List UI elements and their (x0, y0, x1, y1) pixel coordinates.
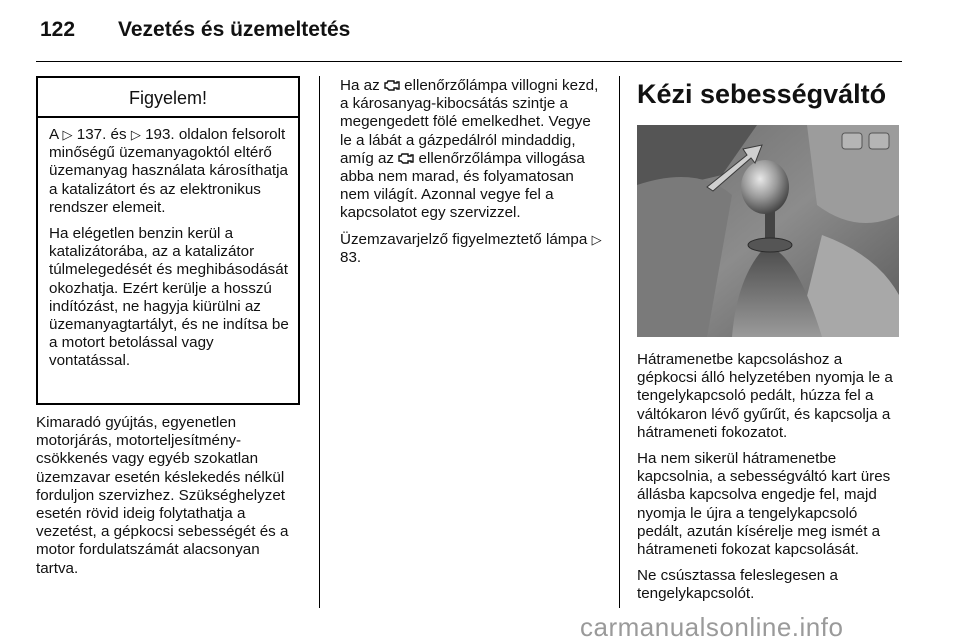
column-divider-left (319, 76, 320, 608)
warning-paragraph-1: A ▷ 137. és ▷ 193. oldalon felsorolt minőségű üzemanyagoktól eltérő üzemanyag használata károsíthatja a katalizátort és az elektronikus rendszer elemeit. (49, 126, 288, 216)
page-ref-arrow-icon: ▷ (591, 231, 602, 247)
check-engine-icon (384, 78, 400, 92)
reverse-paragraph-3: Ne csúsztassa feleslegesen a tengelykapcsolót. (637, 567, 838, 603)
watermark-text: carmanualsonline.info (580, 612, 844, 642)
gear-lever-photo (637, 125, 899, 337)
column-1-text (36, 414, 306, 586)
page-ref-arrow-icon: ▷ (130, 127, 141, 142)
page-number: 122 (40, 18, 76, 41)
column-3-text (637, 351, 903, 612)
column-divider-right (619, 76, 620, 608)
warning-box (36, 76, 300, 405)
column-2-text (340, 77, 604, 275)
lamp-paragraph: Ha az ellenőrzőlámpa villogni kezd, a károsanyag-kibocsátás szintje a megengedett fölé emelkedhet. Vegye le a lábát a gázpedálról mindaddig, amíg az ellenőrzőlámpa villogása abba nem marad, és folyamatosan nem világít. Azonnal vegye fel a kapcsolatot egy szervizzel. (340, 77, 599, 222)
header-rule (36, 61, 902, 62)
page-header-title: Vezetés és üzemeltetés (118, 18, 351, 41)
malfunction-paragraph: Kimaradó gyújtás, egyenetlen motorjárás, motorteljesítmény-csökkenés vagy egyéb szokatlan üzemzavar esetén késlekedés nélkül forduljon szervizhez. Szükséghelyzet esetén rövid ideig folytathatja a vezetést, a gépkocsi sebességét és a motor fordulatszámát alacsonyan tartva. (36, 414, 289, 577)
warning-paragraph-2: Ha elégetlen benzin kerül a katalizátorába, az a katalizátor túlmelegedését és meghibásodását okozhatja. Ezért kerülje a hosszú indítózást, ne hagyja kiürülni az üzemanyagtartályt, és ne indítsa be a motort betolással vagy vontatással. (49, 225, 289, 370)
reverse-paragraph-2: Ha nem sikerül hátramenetbe kapcsolnia, a sebességváltó kart üres állásba kapcsolva engedje fel, majd nyomja le újra a tengelykapcsoló pedált, azután kísérelje meg ismét a hátrameneti fokozat kapcsolását. (637, 450, 891, 559)
page-ref-arrow-icon: ▷ (62, 127, 73, 142)
warning-body (38, 118, 298, 371)
warning-heading: Figyelem! (38, 78, 298, 118)
section-title: Kézi sebességváltó (637, 79, 887, 109)
check-engine-icon (398, 151, 414, 165)
reverse-paragraph-1: Hátramenetbe kapcsoláshoz a gépkocsi álló helyzetében nyomja le a tengelykapcsoló pedált, húzza fel a váltókaron lévő gyűrűt, és kapcsolja a hátrameneti fokozatot. (637, 351, 893, 441)
fault-lamp-reference: Üzemzavarjelző figyelmeztető lámpa ▷ 83. (340, 230, 602, 266)
